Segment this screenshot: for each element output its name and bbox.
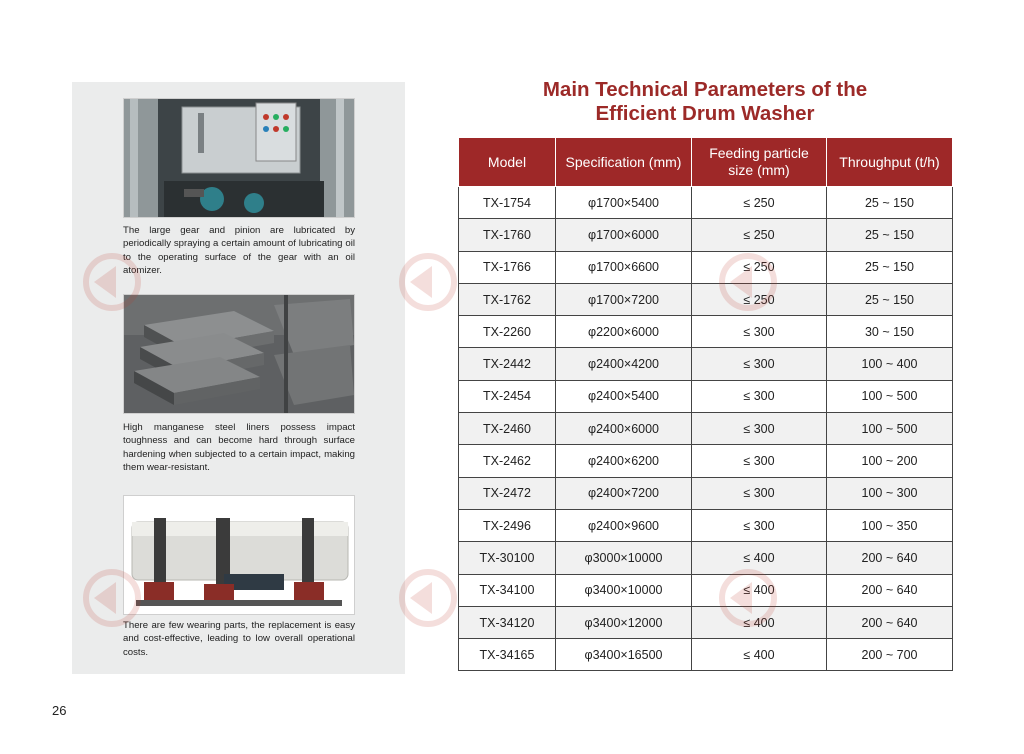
watermark-logo-mid <box>398 252 458 312</box>
cell-throughput: 25 ~ 150 <box>827 187 953 219</box>
cell-feeding-size: ≤ 250 <box>692 219 827 251</box>
cell-specification: φ2400×5400 <box>556 380 692 412</box>
parameters-table <box>458 137 953 671</box>
cell-model: TX-34100 <box>459 574 556 606</box>
cell-feeding-size: ≤ 300 <box>692 316 827 348</box>
cell-specification: φ2400×7200 <box>556 477 692 509</box>
gear-lubrication-caption: The large gear and pinion are lubricated by periodically spraying a certain amount of lubricating oil to the operating surface of the gear with an oil atomizer. <box>123 225 355 277</box>
table-row <box>459 477 953 509</box>
table-row <box>459 574 953 606</box>
cell-specification: φ1700×5400 <box>556 187 692 219</box>
table-row <box>459 316 953 348</box>
cell-specification: φ2400×9600 <box>556 509 692 541</box>
steel-liners-photo <box>123 294 355 414</box>
cell-specification: φ1700×7200 <box>556 283 692 315</box>
cell-feeding-size: ≤ 250 <box>692 187 827 219</box>
cell-model: TX-2260 <box>459 316 556 348</box>
page-number: 26 <box>52 703 67 718</box>
cell-feeding-size: ≤ 300 <box>692 380 827 412</box>
table-row <box>459 348 953 380</box>
cell-throughput: 200 ~ 640 <box>827 606 953 638</box>
cell-feeding-size: ≤ 250 <box>692 283 827 315</box>
header-model: Model <box>459 138 556 187</box>
table-row <box>459 283 953 315</box>
cell-throughput: 100 ~ 300 <box>827 477 953 509</box>
header-specification: Specification (mm) <box>556 138 692 187</box>
cell-throughput: 100 ~ 350 <box>827 509 953 541</box>
title-line-1: Main Technical Parameters of the <box>542 78 868 101</box>
watermark-logo-bottom-mid <box>398 568 458 628</box>
cell-feeding-size: ≤ 300 <box>692 348 827 380</box>
cell-specification: φ2400×4200 <box>556 348 692 380</box>
title-line-2: Efficient Drum Washer <box>595 102 815 125</box>
cell-feeding-size: ≤ 400 <box>692 542 827 574</box>
cell-specification: φ3400×10000 <box>556 574 692 606</box>
drum-washer-photo <box>123 495 355 615</box>
cell-feeding-size: ≤ 400 <box>692 574 827 606</box>
cell-model: TX-1760 <box>459 219 556 251</box>
cell-model: TX-1754 <box>459 187 556 219</box>
table-row <box>459 509 953 541</box>
table-row <box>459 251 953 283</box>
cell-throughput: 25 ~ 150 <box>827 251 953 283</box>
cell-throughput: 100 ~ 200 <box>827 445 953 477</box>
cell-model: TX-1762 <box>459 283 556 315</box>
page-title <box>458 78 952 126</box>
cell-specification: φ1700×6000 <box>556 219 692 251</box>
table-row <box>459 639 953 671</box>
cell-model: TX-2472 <box>459 477 556 509</box>
cell-throughput: 100 ~ 500 <box>827 413 953 445</box>
header-throughput: Throughput (t/h) <box>827 138 953 187</box>
cell-feeding-size: ≤ 300 <box>692 413 827 445</box>
cell-feeding-size: ≤ 400 <box>692 606 827 638</box>
table-row <box>459 380 953 412</box>
gear-lubrication-photo <box>123 98 355 218</box>
cell-specification: φ3000×10000 <box>556 542 692 574</box>
cell-throughput: 100 ~ 400 <box>827 348 953 380</box>
cell-model: TX-2462 <box>459 445 556 477</box>
cell-model: TX-1766 <box>459 251 556 283</box>
table-body <box>459 187 953 671</box>
cell-specification: φ2400×6000 <box>556 413 692 445</box>
cell-specification: φ1700×6600 <box>556 251 692 283</box>
cell-throughput: 200 ~ 700 <box>827 639 953 671</box>
cell-throughput: 200 ~ 640 <box>827 542 953 574</box>
cell-feeding-size: ≤ 300 <box>692 477 827 509</box>
cell-specification: φ2200×6000 <box>556 316 692 348</box>
table-row <box>459 187 953 219</box>
cell-specification: φ2400×6200 <box>556 445 692 477</box>
cell-specification: φ3400×16500 <box>556 639 692 671</box>
cell-model: TX-2460 <box>459 413 556 445</box>
cell-feeding-size: ≤ 300 <box>692 445 827 477</box>
cell-feeding-size: ≤ 250 <box>692 251 827 283</box>
table-header-row <box>459 138 953 187</box>
cell-model: TX-2442 <box>459 348 556 380</box>
table-row <box>459 413 953 445</box>
cell-feeding-size: ≤ 400 <box>692 639 827 671</box>
cell-model: TX-34120 <box>459 606 556 638</box>
steel-liners-caption: High manganese steel liners possess impact toughness and can become hard through surface hardening when subjected to a certain impact, making them wear-resistant. <box>123 422 355 474</box>
cell-throughput: 100 ~ 500 <box>827 380 953 412</box>
table-row <box>459 219 953 251</box>
table-row <box>459 445 953 477</box>
cell-throughput: 25 ~ 150 <box>827 283 953 315</box>
table-row <box>459 606 953 638</box>
cell-model: TX-2454 <box>459 380 556 412</box>
cell-throughput: 200 ~ 640 <box>827 574 953 606</box>
cell-model: TX-30100 <box>459 542 556 574</box>
cell-throughput: 30 ~ 150 <box>827 316 953 348</box>
cell-feeding-size: ≤ 300 <box>692 509 827 541</box>
cell-model: TX-2496 <box>459 509 556 541</box>
table-row <box>459 542 953 574</box>
cell-model: TX-34165 <box>459 639 556 671</box>
feature-panel <box>72 82 405 674</box>
cell-throughput: 25 ~ 150 <box>827 219 953 251</box>
wearing-parts-caption: There are few wearing parts, the replacement is easy and cost-effective, leading to low overall operational costs. <box>123 620 355 658</box>
cell-specification: φ3400×12000 <box>556 606 692 638</box>
header-feeding-size: Feeding particle size (mm) <box>692 138 827 187</box>
